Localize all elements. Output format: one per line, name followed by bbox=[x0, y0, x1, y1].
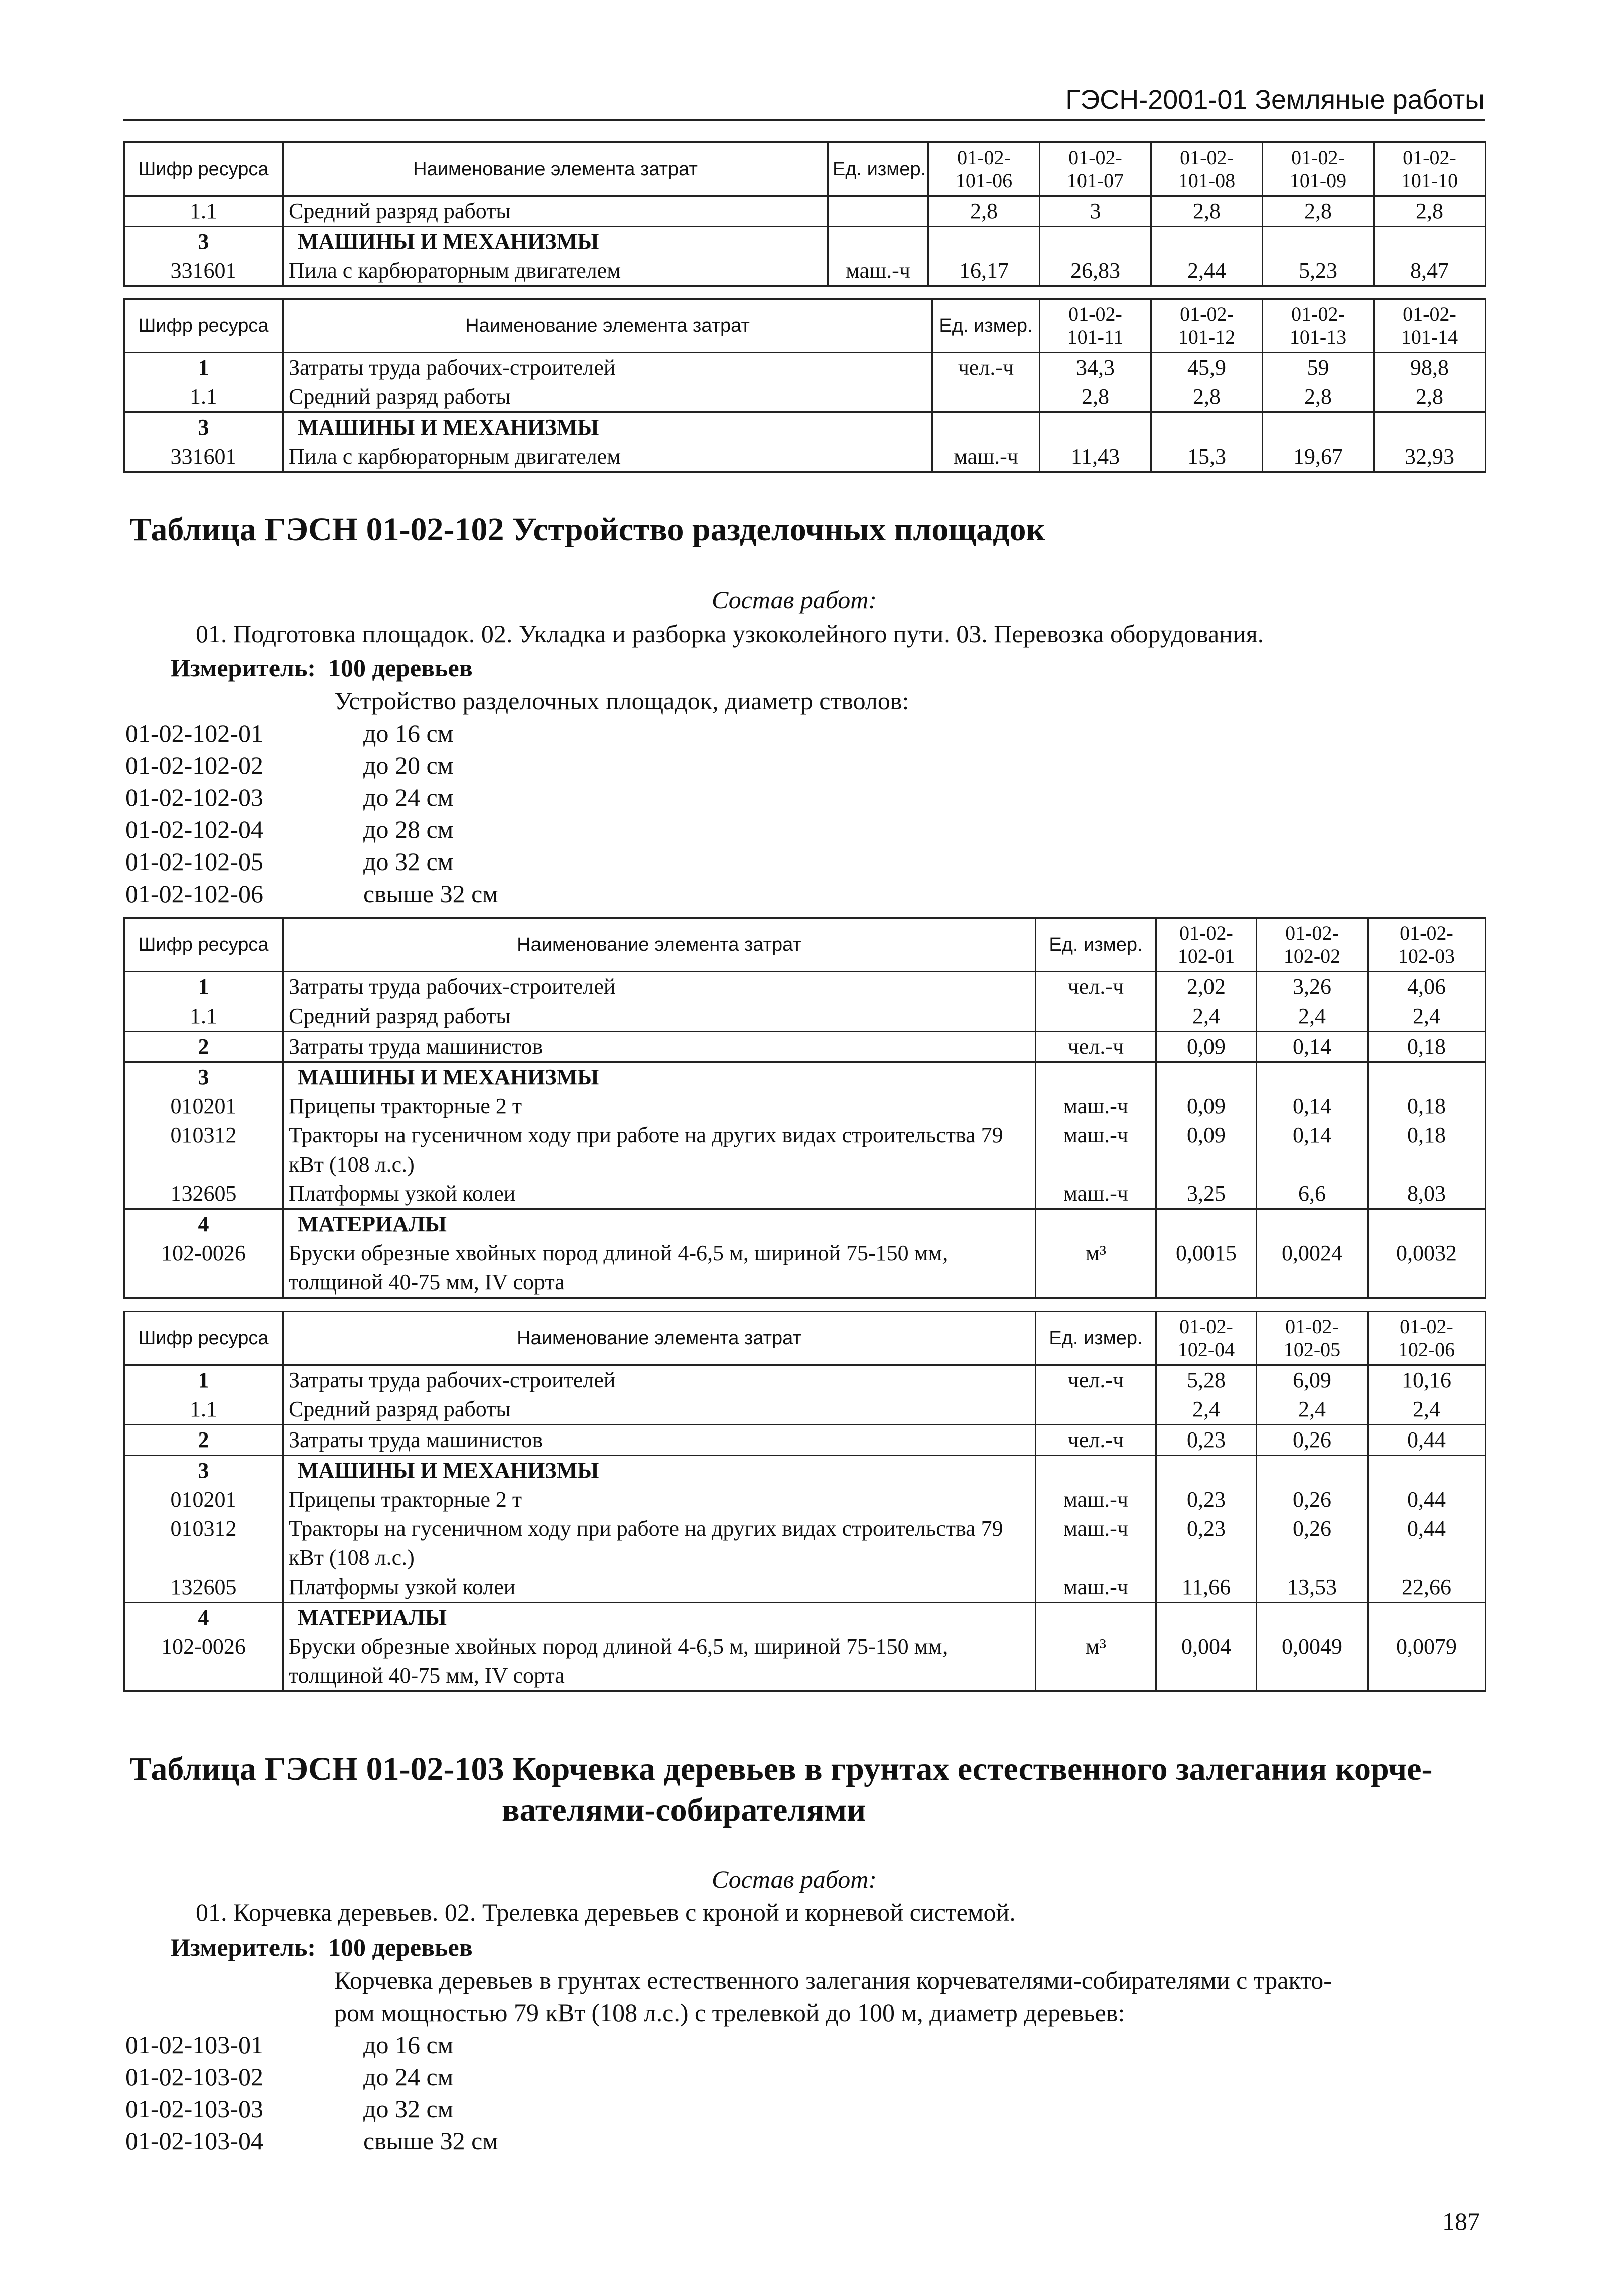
resource-code: 3 bbox=[124, 1456, 283, 1486]
table-row bbox=[124, 1032, 1486, 1062]
resource-name: Затраты труда рабочих-строителей bbox=[283, 353, 932, 383]
resource-value: 2,8 bbox=[1040, 382, 1151, 412]
header-row bbox=[124, 142, 1486, 196]
resource-value bbox=[1263, 227, 1374, 257]
resource-code: 1.1 bbox=[124, 1001, 283, 1032]
resource-name: Средний разряд работы bbox=[283, 1001, 1036, 1032]
resource-value bbox=[1374, 227, 1486, 257]
resource-value bbox=[1368, 1062, 1486, 1092]
table-row bbox=[124, 1572, 1486, 1603]
resource-value: 13,53 bbox=[1257, 1572, 1368, 1603]
resource-unit: чел.-ч bbox=[1036, 1365, 1156, 1395]
resource-value bbox=[1257, 1603, 1368, 1633]
resource-unit bbox=[828, 227, 928, 257]
resource-value: 26,83 bbox=[1040, 256, 1151, 286]
col-header-norm: 01-02- 102-02 bbox=[1257, 918, 1368, 972]
resource-code: 010312 bbox=[124, 1121, 283, 1179]
resource-code: 1 bbox=[124, 972, 283, 1002]
resource-value bbox=[1257, 1209, 1368, 1239]
resource-value bbox=[1156, 1209, 1257, 1239]
item-text: до 24 см bbox=[363, 2063, 454, 2091]
table-row bbox=[124, 1485, 1486, 1514]
resource-name: Бруски обрезные хвойных пород длиной 4-6,5 м, шириной 75-150 мм, толщиной 40-75 мм, IV сорта bbox=[283, 1632, 1036, 1691]
resource-unit: маш.-ч bbox=[1036, 1485, 1156, 1514]
resource-code: 132605 bbox=[124, 1179, 283, 1209]
col-header-norm: 01-02- 102-06 bbox=[1368, 1312, 1486, 1365]
resource-code: 102-0026 bbox=[124, 1632, 283, 1691]
col-header-norm: 01-02- 101-07 bbox=[1040, 142, 1151, 196]
col-header-unit: Ед. измер. bbox=[828, 142, 928, 196]
col-header-unit: Ед. измер. bbox=[1036, 918, 1156, 972]
resource-value: 0,0032 bbox=[1368, 1239, 1486, 1298]
resource-name: Средний разряд работы bbox=[283, 382, 932, 412]
table-row bbox=[124, 196, 1486, 227]
resource-code: 331601 bbox=[124, 442, 283, 472]
description-103-line1: Корчевка деревьев в грунтах естественного залегания корчевателями-собирателями с тракто- bbox=[334, 1966, 1332, 1994]
resource-value: 0,26 bbox=[1257, 1425, 1368, 1456]
description-102: Устройство разделочных площадок, диаметр стволов: bbox=[334, 687, 909, 715]
resource-value bbox=[1368, 1209, 1486, 1239]
col-header-norm: 01-02- 101-14 bbox=[1374, 299, 1486, 353]
meter-label-102: Измеритель: bbox=[171, 654, 316, 682]
col-header-name: Наименование элемента затрат bbox=[283, 918, 1036, 972]
resource-value: 5,23 bbox=[1263, 256, 1374, 286]
resource-value: 0,26 bbox=[1257, 1485, 1368, 1514]
resource-value: 59 bbox=[1263, 353, 1374, 383]
resource-value: 0,44 bbox=[1368, 1514, 1486, 1572]
resource-value: 32,93 bbox=[1374, 442, 1486, 472]
resource-table-101-06-10 bbox=[123, 141, 1486, 287]
col-header-norm: 01-02- 102-04 bbox=[1156, 1312, 1257, 1365]
resource-value: 2,4 bbox=[1156, 1001, 1257, 1032]
item-code: 01-02-102-04 bbox=[125, 815, 263, 843]
resource-value: 0,09 bbox=[1156, 1032, 1257, 1062]
resource-value: 2,8 bbox=[1263, 382, 1374, 412]
resource-code: 1.1 bbox=[124, 1395, 283, 1425]
resource-name: Затраты труда машинистов bbox=[283, 1032, 1036, 1062]
resource-value: 0,0079 bbox=[1368, 1632, 1486, 1691]
table-row bbox=[124, 1179, 1486, 1209]
resource-value: 3,26 bbox=[1257, 972, 1368, 1002]
resource-value bbox=[1257, 1062, 1368, 1092]
resource-unit: м³ bbox=[1036, 1632, 1156, 1691]
resource-value: 2,02 bbox=[1156, 972, 1257, 1002]
col-header-code: Шифр ресурса bbox=[124, 918, 283, 972]
col-header-norm: 01-02- 101-13 bbox=[1263, 299, 1374, 353]
resource-value: 15,3 bbox=[1151, 442, 1263, 472]
resource-name: Прицепы тракторные 2 т bbox=[283, 1485, 1036, 1514]
resource-value bbox=[1374, 412, 1486, 443]
col-header-name: Наименование элемента затрат bbox=[283, 299, 932, 353]
resource-value: 2,44 bbox=[1151, 256, 1263, 286]
resource-unit: м³ bbox=[1036, 1239, 1156, 1298]
table-row bbox=[124, 1365, 1486, 1395]
section-title-103-line2: вателями-собирателями bbox=[502, 1792, 866, 1828]
resource-unit: маш.-ч bbox=[1036, 1121, 1156, 1179]
resource-table-102-01-03 bbox=[123, 917, 1486, 1299]
table-row bbox=[124, 353, 1486, 383]
table-row bbox=[124, 1092, 1486, 1121]
resource-value: 0,14 bbox=[1257, 1032, 1368, 1062]
resource-value bbox=[1368, 1456, 1486, 1486]
resource-unit: маш.-ч bbox=[1036, 1514, 1156, 1572]
meter-value-102: 100 деревьев bbox=[328, 654, 473, 682]
resource-value: 2,8 bbox=[1263, 196, 1374, 227]
table-row bbox=[124, 442, 1486, 472]
resource-value: 0,23 bbox=[1156, 1425, 1257, 1456]
resource-value: 0,0024 bbox=[1257, 1239, 1368, 1298]
resource-code: 3 bbox=[124, 227, 283, 257]
item-text: до 16 см bbox=[363, 2031, 454, 2059]
resource-unit: маш.-ч bbox=[1036, 1572, 1156, 1603]
item-text: до 32 см bbox=[363, 2095, 454, 2123]
item-code: 01-02-102-06 bbox=[125, 880, 263, 908]
table-row bbox=[124, 1632, 1486, 1691]
table-row bbox=[124, 382, 1486, 412]
resource-name: МАШИНЫ И МЕХАНИЗМЫ bbox=[283, 1062, 1036, 1092]
item-code: 01-02-102-05 bbox=[125, 847, 263, 876]
resource-value bbox=[928, 227, 1040, 257]
resource-code: 010201 bbox=[124, 1092, 283, 1121]
meter-value-103: 100 деревьев bbox=[328, 1933, 473, 1961]
resource-value: 2,4 bbox=[1156, 1395, 1257, 1425]
resource-value: 22,66 bbox=[1368, 1572, 1486, 1603]
meter-line-102 bbox=[171, 653, 473, 682]
resource-code: 010201 bbox=[124, 1485, 283, 1514]
table-row bbox=[124, 412, 1486, 443]
item-code: 01-02-103-01 bbox=[125, 2031, 263, 2059]
resource-value: 0,26 bbox=[1257, 1514, 1368, 1572]
header-row bbox=[124, 918, 1486, 972]
table-row bbox=[124, 1425, 1486, 1456]
resource-value: 11,66 bbox=[1156, 1572, 1257, 1603]
composition-text-103: 01. Корчевка деревьев. 02. Трелевка деревьев с кроной и корневой системой. bbox=[196, 1898, 1016, 1926]
resource-value bbox=[1156, 1456, 1257, 1486]
resource-code: 2 bbox=[124, 1425, 283, 1456]
table-row bbox=[124, 1395, 1486, 1425]
resource-value: 0,23 bbox=[1156, 1485, 1257, 1514]
resource-unit: чел.-ч bbox=[1036, 1425, 1156, 1456]
resource-value: 10,16 bbox=[1368, 1365, 1486, 1395]
table-row bbox=[124, 972, 1486, 1002]
table-row bbox=[124, 1062, 1486, 1092]
resource-value: 19,67 bbox=[1263, 442, 1374, 472]
resource-code: 4 bbox=[124, 1603, 283, 1633]
resource-name: Пила с карбюраторным двигателем bbox=[283, 442, 932, 472]
resource-code: 1 bbox=[124, 353, 283, 383]
resource-unit bbox=[1036, 1209, 1156, 1239]
col-header-unit: Ед. измер. bbox=[932, 299, 1040, 353]
resource-name: МАШИНЫ И МЕХАНИЗМЫ bbox=[283, 412, 932, 443]
resource-value: 2,4 bbox=[1368, 1001, 1486, 1032]
item-code: 01-02-102-02 bbox=[125, 751, 263, 779]
resource-unit bbox=[1036, 1456, 1156, 1486]
running-header bbox=[123, 84, 1485, 121]
resource-unit bbox=[1036, 1001, 1156, 1032]
col-header-norm: 01-02- 102-01 bbox=[1156, 918, 1257, 972]
item-text: свыше 32 см bbox=[363, 880, 498, 908]
resource-name: Тракторы на гусеничном ходу при работе на других видах строительства 79 кВт (108 л.с.) bbox=[283, 1514, 1036, 1572]
resource-unit: маш.-ч bbox=[828, 256, 928, 286]
resource-value bbox=[1156, 1062, 1257, 1092]
resource-value bbox=[1151, 412, 1263, 443]
resource-name: Затраты труда рабочих-строителей bbox=[283, 1365, 1036, 1395]
item-text: свыше 32 см bbox=[363, 2127, 498, 2155]
resource-value bbox=[1040, 227, 1151, 257]
resource-unit bbox=[932, 382, 1040, 412]
page-number: 187 bbox=[1442, 2207, 1480, 2235]
col-header-name: Наименование элемента затрат bbox=[283, 1312, 1036, 1365]
resource-unit: маш.-ч bbox=[1036, 1179, 1156, 1209]
resource-name: Пила с карбюраторным двигателем bbox=[283, 256, 828, 286]
resource-name: Средний разряд работы bbox=[283, 1395, 1036, 1425]
resource-code: 1.1 bbox=[124, 382, 283, 412]
resource-value: 5,28 bbox=[1156, 1365, 1257, 1395]
header-row bbox=[124, 1312, 1486, 1365]
resource-value: 8,03 bbox=[1368, 1179, 1486, 1209]
resource-value: 34,3 bbox=[1040, 353, 1151, 383]
resource-name: МАТЕРИАЛЫ bbox=[283, 1603, 1036, 1633]
col-header-norm: 01-02- 102-03 bbox=[1368, 918, 1486, 972]
resource-value bbox=[1151, 227, 1263, 257]
resource-table-101-11-14 bbox=[123, 298, 1486, 473]
col-header-norm: 01-02- 101-10 bbox=[1374, 142, 1486, 196]
col-header-code: Шифр ресурса bbox=[124, 142, 283, 196]
col-header-unit: Ед. измер. bbox=[1036, 1312, 1156, 1365]
section-title-103-line1: Таблица ГЭСН 01-02-103 Корчевка деревьев в грунтах естественного залегания корче- bbox=[129, 1751, 1433, 1787]
resource-name: Затраты труда машинистов bbox=[283, 1425, 1036, 1456]
resource-code: 3 bbox=[124, 1062, 283, 1092]
resource-name: Платформы узкой колеи bbox=[283, 1572, 1036, 1603]
resource-name: МАТЕРИАЛЫ bbox=[283, 1209, 1036, 1239]
resource-name: Средний разряд работы bbox=[283, 196, 828, 227]
resource-value: 0,44 bbox=[1368, 1485, 1486, 1514]
resource-code: 4 bbox=[124, 1209, 283, 1239]
resource-value: 2,4 bbox=[1368, 1395, 1486, 1425]
resource-code: 132605 bbox=[124, 1572, 283, 1603]
resource-value: 0,004 bbox=[1156, 1632, 1257, 1691]
resource-value: 2,8 bbox=[1374, 382, 1486, 412]
resource-value bbox=[1040, 412, 1151, 443]
header-row bbox=[124, 299, 1486, 353]
col-header-norm: 01-02- 101-08 bbox=[1151, 142, 1263, 196]
table-row bbox=[124, 1121, 1486, 1179]
running-title: ГЭСН-2001-01 Земляные работы bbox=[1065, 85, 1485, 115]
resource-value: 0,0049 bbox=[1257, 1632, 1368, 1691]
resource-name: МАШИНЫ И МЕХАНИЗМЫ bbox=[283, 227, 828, 257]
item-text: до 16 см bbox=[363, 719, 454, 747]
table-row bbox=[124, 1209, 1486, 1239]
resource-value: 16,17 bbox=[928, 256, 1040, 286]
resource-value: 2,8 bbox=[1151, 196, 1263, 227]
resource-value: 0,18 bbox=[1368, 1032, 1486, 1062]
col-header-name: Наименование элемента затрат bbox=[283, 142, 828, 196]
table-row bbox=[124, 1001, 1486, 1032]
description-103-line2: ром мощностью 79 кВт (108 л.с.) с трелевкой до 100 м, диаметр деревьев: bbox=[334, 1998, 1125, 2027]
resource-value: 3 bbox=[1040, 196, 1151, 227]
section-title-102: Таблица ГЭСН 01-02-102 Устройство разделочных площадок bbox=[129, 511, 1045, 548]
resource-table-102-04-06 bbox=[123, 1311, 1486, 1692]
resource-value: 2,4 bbox=[1257, 1395, 1368, 1425]
resource-value: 0,23 bbox=[1156, 1514, 1257, 1572]
resource-name: Платформы узкой колеи bbox=[283, 1179, 1036, 1209]
resource-name: МАШИНЫ И МЕХАНИЗМЫ bbox=[283, 1456, 1036, 1486]
resource-unit bbox=[1036, 1062, 1156, 1092]
resource-value bbox=[1257, 1456, 1368, 1486]
resource-value bbox=[1368, 1603, 1486, 1633]
resource-value: 0,18 bbox=[1368, 1092, 1486, 1121]
resource-code: 1.1 bbox=[124, 196, 283, 227]
resource-unit bbox=[1036, 1603, 1156, 1633]
resource-unit: чел.-ч bbox=[1036, 972, 1156, 1002]
resource-value: 2,4 bbox=[1257, 1001, 1368, 1032]
resource-value: 8,47 bbox=[1374, 256, 1486, 286]
composition-text-102: 01. Подготовка площадок. 02. Укладка и разборка узкоколейного пути. 03. Перевозка оборудования. bbox=[196, 620, 1264, 648]
resource-value: 2,8 bbox=[928, 196, 1040, 227]
resource-value: 11,43 bbox=[1040, 442, 1151, 472]
resource-value: 4,06 bbox=[1368, 972, 1486, 1002]
resource-value: 6,09 bbox=[1257, 1365, 1368, 1395]
item-text: до 24 см bbox=[363, 783, 454, 811]
item-code: 01-02-103-02 bbox=[125, 2063, 263, 2091]
item-text: до 28 см bbox=[363, 815, 454, 843]
meter-label-103: Измеритель: bbox=[171, 1933, 316, 1961]
composition-label-103: Состав работ: bbox=[712, 1865, 877, 1893]
resource-name: Бруски обрезные хвойных пород длиной 4-6,5 м, шириной 75-150 мм, толщиной 40-75 мм, IV сорта bbox=[283, 1239, 1036, 1298]
col-header-norm: 01-02- 101-09 bbox=[1263, 142, 1374, 196]
table-row bbox=[124, 1456, 1486, 1486]
resource-value: 6,6 bbox=[1257, 1179, 1368, 1209]
composition-label-102: Состав работ: bbox=[712, 586, 877, 614]
col-header-norm: 01-02- 102-05 bbox=[1257, 1312, 1368, 1365]
resource-unit: чел.-ч bbox=[1036, 1032, 1156, 1062]
resource-value: 3,25 bbox=[1156, 1179, 1257, 1209]
resource-value: 0,0015 bbox=[1156, 1239, 1257, 1298]
resource-unit bbox=[1036, 1395, 1156, 1425]
resource-value: 0,09 bbox=[1156, 1092, 1257, 1121]
item-code: 01-02-103-03 bbox=[125, 2095, 263, 2123]
item-code: 01-02-102-01 bbox=[125, 719, 263, 747]
resource-value: 0,14 bbox=[1257, 1092, 1368, 1121]
resource-code: 331601 bbox=[124, 256, 283, 286]
table-row bbox=[124, 1239, 1486, 1298]
resource-value: 98,8 bbox=[1374, 353, 1486, 383]
resource-value bbox=[1156, 1603, 1257, 1633]
table-row bbox=[124, 256, 1486, 286]
resource-name: Затраты труда рабочих-строителей bbox=[283, 972, 1036, 1002]
resource-unit bbox=[932, 412, 1040, 443]
col-header-norm: 01-02- 101-11 bbox=[1040, 299, 1151, 353]
item-text: до 20 см bbox=[363, 751, 454, 779]
resource-code: 3 bbox=[124, 412, 283, 443]
col-header-norm: 01-02- 101-06 bbox=[928, 142, 1040, 196]
resource-value bbox=[1263, 412, 1374, 443]
resource-value: 0,18 bbox=[1368, 1121, 1486, 1179]
resource-code: 2 bbox=[124, 1032, 283, 1062]
col-header-code: Шифр ресурса bbox=[124, 299, 283, 353]
resource-name: Тракторы на гусеничном ходу при работе на других видах строительства 79 кВт (108 л.с.) bbox=[283, 1121, 1036, 1179]
resource-value: 2,8 bbox=[1374, 196, 1486, 227]
table-row bbox=[124, 227, 1486, 257]
item-text: до 32 см bbox=[363, 847, 454, 876]
resource-value: 0,14 bbox=[1257, 1121, 1368, 1179]
resource-unit: маш.-ч bbox=[932, 442, 1040, 472]
table-row bbox=[124, 1514, 1486, 1572]
item-code: 01-02-103-04 bbox=[125, 2127, 263, 2155]
resource-value: 0,09 bbox=[1156, 1121, 1257, 1179]
resource-name: Прицепы тракторные 2 т bbox=[283, 1092, 1036, 1121]
item-code: 01-02-102-03 bbox=[125, 783, 263, 811]
resource-value: 45,9 bbox=[1151, 353, 1263, 383]
resource-value: 0,44 bbox=[1368, 1425, 1486, 1456]
resource-unit: чел.-ч bbox=[932, 353, 1040, 383]
resource-code: 102-0026 bbox=[124, 1239, 283, 1298]
resource-value: 2,8 bbox=[1151, 382, 1263, 412]
resource-code: 010312 bbox=[124, 1514, 283, 1572]
resource-code: 1 bbox=[124, 1365, 283, 1395]
col-header-code: Шифр ресурса bbox=[124, 1312, 283, 1365]
resource-unit bbox=[828, 196, 928, 227]
col-header-norm: 01-02- 101-12 bbox=[1151, 299, 1263, 353]
meter-line-103 bbox=[171, 1933, 473, 1962]
resource-unit: маш.-ч bbox=[1036, 1092, 1156, 1121]
table-row bbox=[124, 1603, 1486, 1633]
